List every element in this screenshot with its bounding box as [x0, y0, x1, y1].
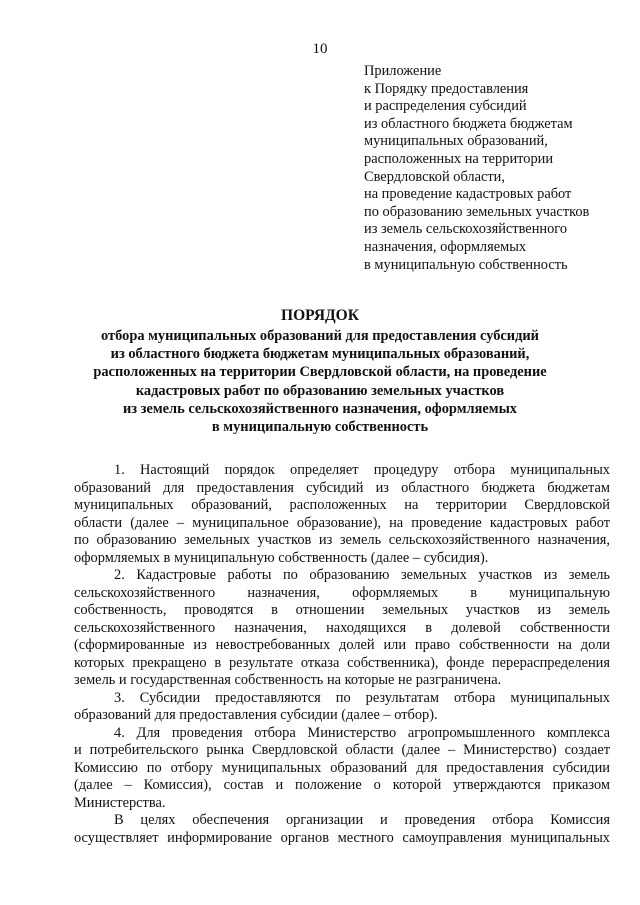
- paragraph-line: собственность, проводятся в отношении земельных участков из земель: [74, 602, 610, 618]
- title-line: расположенных на территории Свердловской области, на проведение: [93, 364, 547, 381]
- paragraph-line: и потребительского рынка Свердловской области (далее – Министерство) создает: [74, 742, 610, 758]
- paragraph-line: 2. Кадастровые работы по образованию земельных участков из земель: [114, 567, 610, 583]
- paragraph-5: [74, 812, 610, 847]
- paragraph-line: Комиссию по отбору муниципальных образований для предоставления субсидии: [74, 759, 610, 776]
- appendix-line: расположенных на территории: [364, 150, 554, 167]
- appendix-line: Приложение: [364, 63, 442, 79]
- paragraph-line: земель и государственная собственность на которые не разграничена.: [74, 672, 502, 688]
- appendix-line: из земель сельскохозяйственного: [364, 221, 568, 238]
- paragraph-line: по образованию земельных участков из земель сельскохозяйственного назначения,: [74, 532, 610, 548]
- appendix-line: из областного бюджета бюджетам: [364, 115, 573, 132]
- title-line: из областного бюджета бюджетам муниципальных образований,: [110, 346, 530, 363]
- title-line: в муниципальную собственность: [211, 419, 429, 436]
- paragraph-line: образований для предоставления субсидии (далее – отбор).: [74, 707, 438, 723]
- paragraph-1: [74, 462, 610, 567]
- paragraph-line: оформляемых в муниципальную собственность (далее – субсидия).: [74, 549, 489, 566]
- appendix-line: муниципальных образований,: [364, 133, 548, 150]
- document-body: [74, 462, 610, 847]
- title-heading: ПОРЯДОК: [281, 307, 359, 324]
- appendix-line: в муниципальную собственность: [364, 256, 568, 273]
- paragraph-line: сельскохозяйственного назначения, оформляемых в муниципальную: [74, 584, 610, 601]
- paragraph-line: осуществляет информирование органов местного самоуправления муниципальных: [74, 829, 610, 846]
- title-line: из земель сельскохозяйственного назначения, оформляемых: [123, 400, 517, 417]
- paragraph-line: области (далее – муниципальное образование), на проведение кадастровых работ: [74, 514, 610, 531]
- paragraph-line: которых прекращено в результате отказа собственника), фонде перераспределения: [74, 654, 610, 671]
- page-number: 10: [312, 41, 328, 57]
- appendix-line: по образованию земельных участков: [364, 203, 590, 220]
- paragraph-4: [74, 725, 610, 813]
- paragraph-line: Министерства.: [74, 794, 166, 811]
- paragraph-line: 1. Настоящий порядок определяет процедуру отбора муниципальных: [114, 462, 610, 478]
- paragraph-line: (сформированные из невостребованных долей или право собственности на доли: [74, 637, 610, 653]
- appendix-line: и распределения субсидий: [364, 98, 527, 115]
- paragraph-line: В целях обеспечения организации и проведения отбора Комиссия: [114, 812, 610, 828]
- paragraph-line: 4. Для проведения отбора Министерство агропромышленного комплекса: [114, 724, 610, 741]
- appendix-line: Свердловской области,: [364, 168, 505, 185]
- paragraph-line: образований для предоставления субсидий из областного бюджета бюджетам: [74, 479, 610, 496]
- appendix-line: назначения, оформляемых: [364, 238, 527, 255]
- paragraph-line: муниципальных образований, расположенных на территории Свердловской: [74, 497, 610, 513]
- paragraph-3: [74, 690, 610, 725]
- title-line: отбора муниципальных образований для предоставления субсидий: [101, 328, 539, 344]
- appendix-line: на проведение кадастровых работ: [364, 186, 572, 203]
- title-line: кадастровых работ по образованию земельных участков: [135, 382, 505, 399]
- paragraph-line: (далее – Комиссия), состав и положение о которой утверждаются приказом: [74, 777, 610, 793]
- appendix-header: [364, 63, 624, 274]
- appendix-line: к Порядку предоставления: [364, 80, 529, 97]
- paragraph-2: [74, 567, 610, 690]
- paragraph-line: 3. Субсидии предоставляются по результатам отбора муниципальных: [114, 689, 610, 706]
- paragraph-line: сельскохозяйственного назначения, находящихся в долевой собственности: [74, 619, 610, 636]
- document-title: [0, 306, 640, 436]
